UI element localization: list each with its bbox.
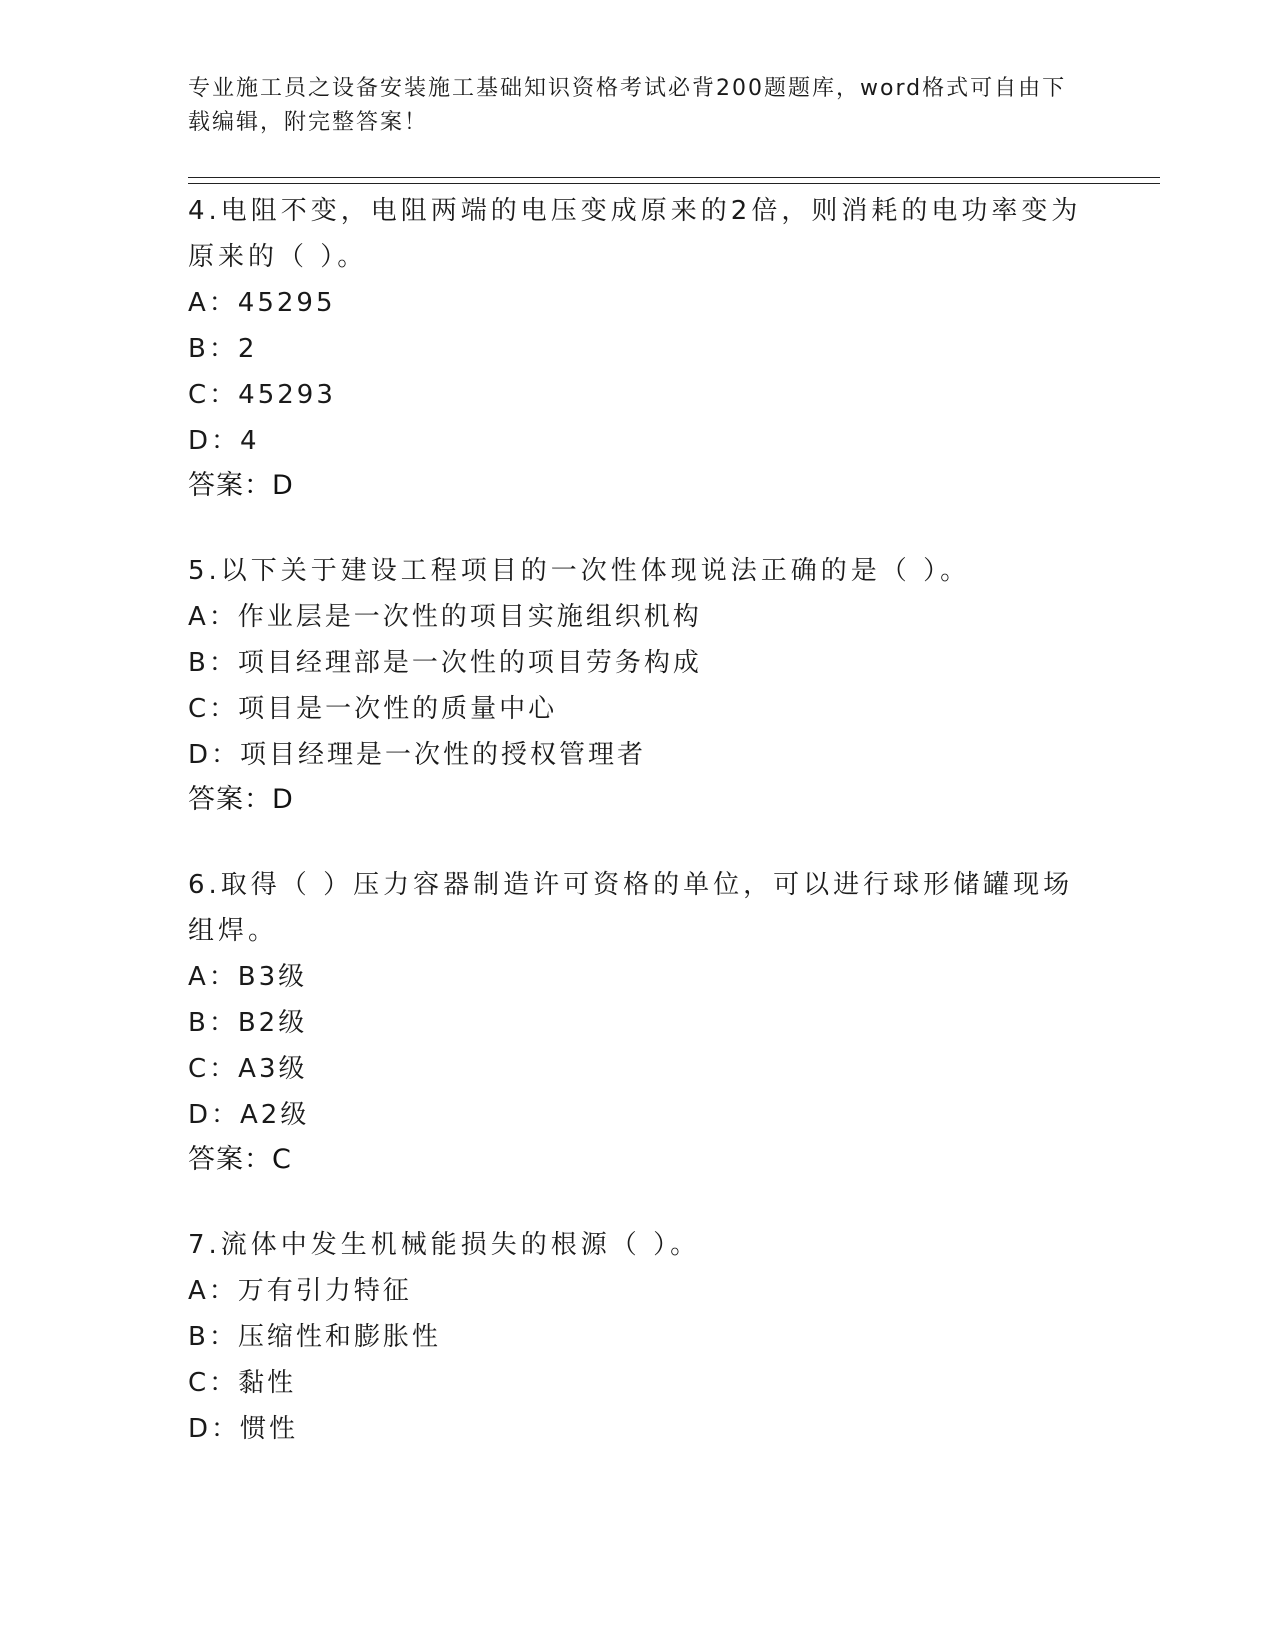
question-stem: 7.流体中发生机械能损失的根源（ ）。 [188, 1230, 701, 1260]
header-rule-bottom [188, 183, 1160, 184]
question-stem: 6.取得（ ）压力容器制造许可资格的单位，可以进行球形储罐现场组焊。 [188, 870, 1074, 946]
question-4 [188, 188, 1088, 508]
option-a: A：万有引力特征 [188, 1276, 412, 1306]
question-6 [188, 862, 1088, 1182]
option-a: A：作业层是一次性的项目实施组织机构 [188, 602, 702, 632]
page-header: 专业施工员之设备安装施工基础知识资格考试必背200题题库，word格式可自由下载编辑，附完整答案！ [188, 76, 1067, 135]
option-c: C：项目是一次性的质量中心 [188, 694, 558, 724]
question-stem: 5.以下关于建设工程项目的一次性体现说法正确的是（ ）。 [188, 556, 971, 586]
option-d: D：项目经理是一次性的授权管理者 [188, 740, 647, 770]
option-b: B：2 [188, 334, 258, 364]
answer-text: 答案：D [188, 784, 294, 815]
answer-text: 答案：C [188, 1144, 292, 1175]
question-list [188, 188, 1088, 1492]
question-7 [188, 1222, 1088, 1452]
question-stem: 4.电阻不变，电阻两端的电压变成原来的2倍，则消耗的电功率变为原来的（ ）。 [188, 196, 1082, 272]
option-c: C：A3级 [188, 1054, 308, 1084]
option-b: B：项目经理部是一次性的项目劳务构成 [188, 648, 702, 678]
option-d: D：A2级 [188, 1100, 310, 1130]
option-a: A：B3级 [188, 962, 308, 992]
option-d: D：4 [188, 426, 260, 456]
question-5 [188, 548, 1088, 822]
option-b: B：压缩性和膨胀性 [188, 1322, 441, 1352]
answer-text: 答案：D [188, 470, 294, 501]
header-rule-top [188, 177, 1160, 178]
option-c: C：黏性 [188, 1368, 297, 1398]
option-d: D：惯性 [188, 1414, 299, 1444]
option-a: A：45295 [188, 288, 336, 318]
option-b: B：B2级 [188, 1008, 308, 1038]
option-c: C：45293 [188, 380, 336, 410]
